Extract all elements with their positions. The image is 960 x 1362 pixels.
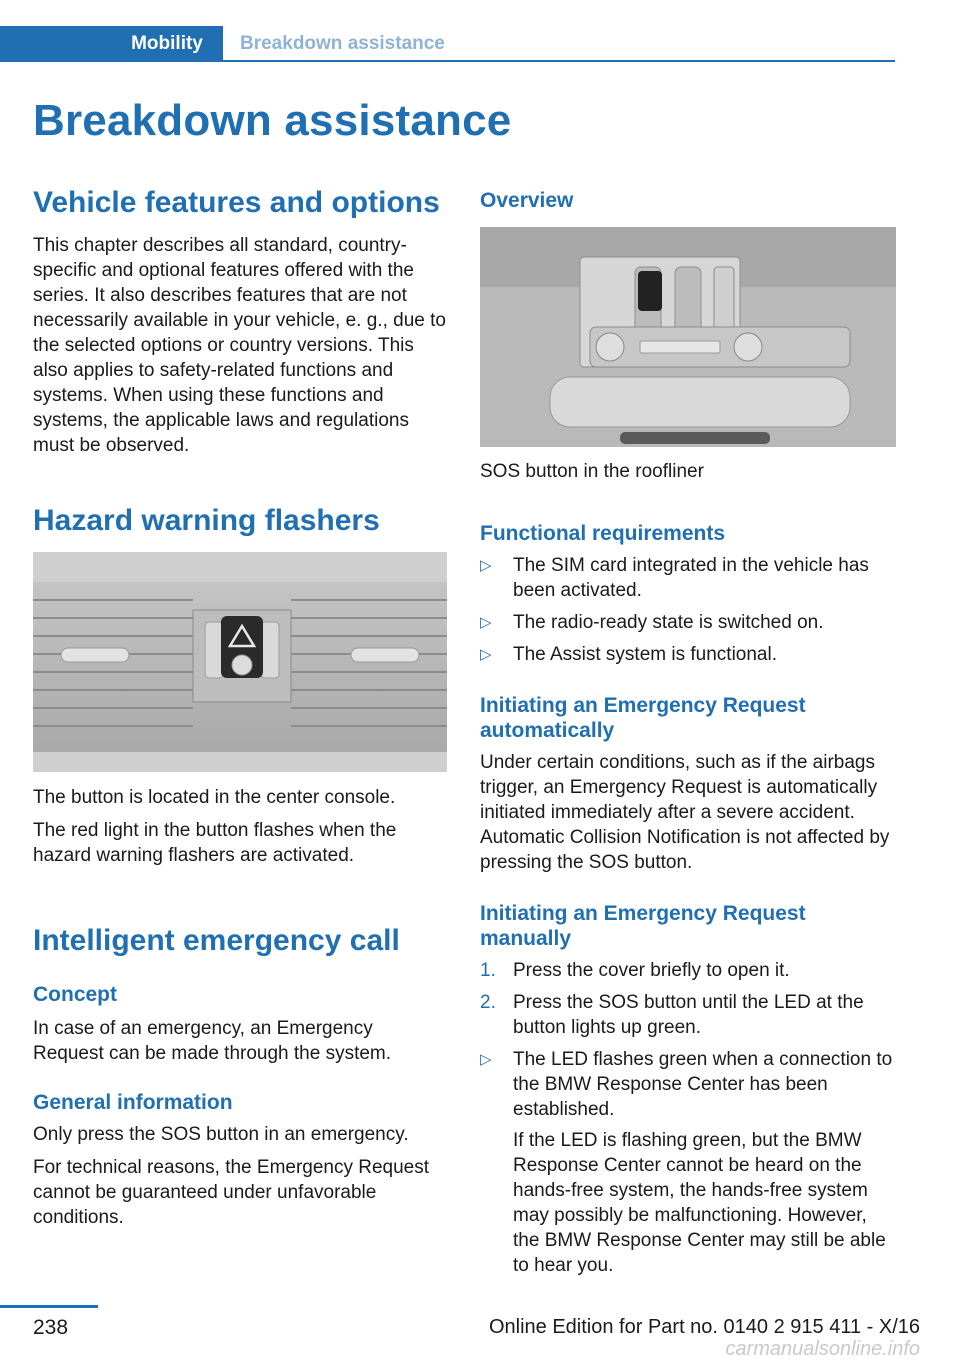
- functional-requirements-list: [480, 553, 896, 674]
- hazard-heading: Hazard warning flashers: [33, 504, 380, 537]
- auto-request-text: Under certain conditions, such as if the airbags trigger, an Emergency Request is automatically initiated immediately after a severe accident. Automatic Collision Notification is not affected by pressing the SOS button.: [480, 752, 890, 873]
- list-item: ▷ The radio-ready state is switched on.: [480, 612, 824, 633]
- footer-rule: [0, 1305, 98, 1308]
- breadcrumb: Breakdown assistance: [240, 33, 445, 54]
- header-tab-blank: [0, 26, 111, 62]
- page-title: Breakdown assistance: [33, 96, 512, 145]
- triangle-bullet-icon: ▷: [480, 614, 492, 631]
- list-item: ▷ The SIM card integrated in the vehicle has been activated.: [480, 555, 869, 601]
- tab-mobility[interactable]: Mobility: [111, 26, 223, 62]
- hazard-button-image: [33, 552, 447, 772]
- step-number: 2.: [480, 992, 496, 1013]
- functional-requirements-heading: Functional requirements: [480, 522, 726, 545]
- general-info-heading: General information: [33, 1091, 233, 1114]
- step-number: 1.: [480, 960, 496, 981]
- overview-heading: Overview: [480, 189, 574, 212]
- manual-request-heading: Initiating an Emergency Request manually: [480, 902, 806, 950]
- emergency-call-heading: Intelligent emergency call: [33, 924, 400, 957]
- list-item: 2. Press the SOS button until the LED at the button lights up green.: [480, 992, 864, 1038]
- page-number: 238: [33, 1316, 69, 1339]
- auto-request-heading: Initiating an Emergency Request automatically: [480, 694, 806, 742]
- general-info-text-1: Only press the SOS button in an emergency.: [33, 1124, 409, 1145]
- triangle-bullet-icon: ▷: [480, 557, 492, 574]
- triangle-bullet-icon: ▷: [480, 1051, 492, 1068]
- concept-text: In case of an emergency, an Emergency Request can be made through the system.: [33, 1018, 392, 1064]
- header-tabs: [0, 26, 895, 62]
- list-item: ▷ The Assist system is functional.: [480, 644, 777, 665]
- manual-steps-list: [480, 958, 896, 1285]
- list-item: 1. Press the cover briefly to open it.: [480, 960, 790, 981]
- watermark: carmanualsonline.info: [725, 1338, 920, 1360]
- triangle-bullet-icon: ▷: [480, 646, 492, 663]
- manual-note: If the LED is flashing green, but the BMW Response Center cannot be heard on the hands-free system, the hands-free system may possibly be malfunctioning. However, the BMW Response Center may still be able to hear you.: [513, 1130, 886, 1276]
- sos-roofliner-illustration: [480, 227, 896, 447]
- vehicle-features-heading: Vehicle features and options: [33, 186, 440, 219]
- hazard-light-text: The red light in the button flashes when the hazard warning flashers are activated.: [33, 820, 397, 866]
- header-rule: [223, 60, 895, 62]
- edition-text: Online Edition for Part no. 0140 2 915 411 - X/16: [488, 1316, 920, 1338]
- list-item: ▷ The LED flashes green when a connection to the BMW Response Center has been established. If the LED is flashing green, but the BMW Response Center cannot be heard on the hands-free system, the hands-free system may possibly be malfunctioning. However, the BMW Response Center may still be able to hear you.: [480, 1047, 896, 1278]
- sos-roofliner-image: [480, 227, 896, 447]
- vehicle-features-text: This chapter describes all standard, country-specific and optional features offered with the series. It also describes features that are not necessarily available in your vehicle, e. g., due to the selected options or country versions. This also applies to safety-related functions and systems. When using these functions and systems, the applicable laws and regulations must be observed.: [33, 235, 446, 456]
- concept-heading: Concept: [33, 983, 117, 1006]
- general-info-text-2: For technical reasons, the Emergency Request cannot be guaranteed under unfavorable conditions.: [33, 1157, 430, 1228]
- hazard-button-illustration: [33, 552, 447, 772]
- image-caption: SOS button in the roofliner: [480, 461, 704, 482]
- hazard-location-text: The button is located in the center console.: [33, 787, 396, 808]
